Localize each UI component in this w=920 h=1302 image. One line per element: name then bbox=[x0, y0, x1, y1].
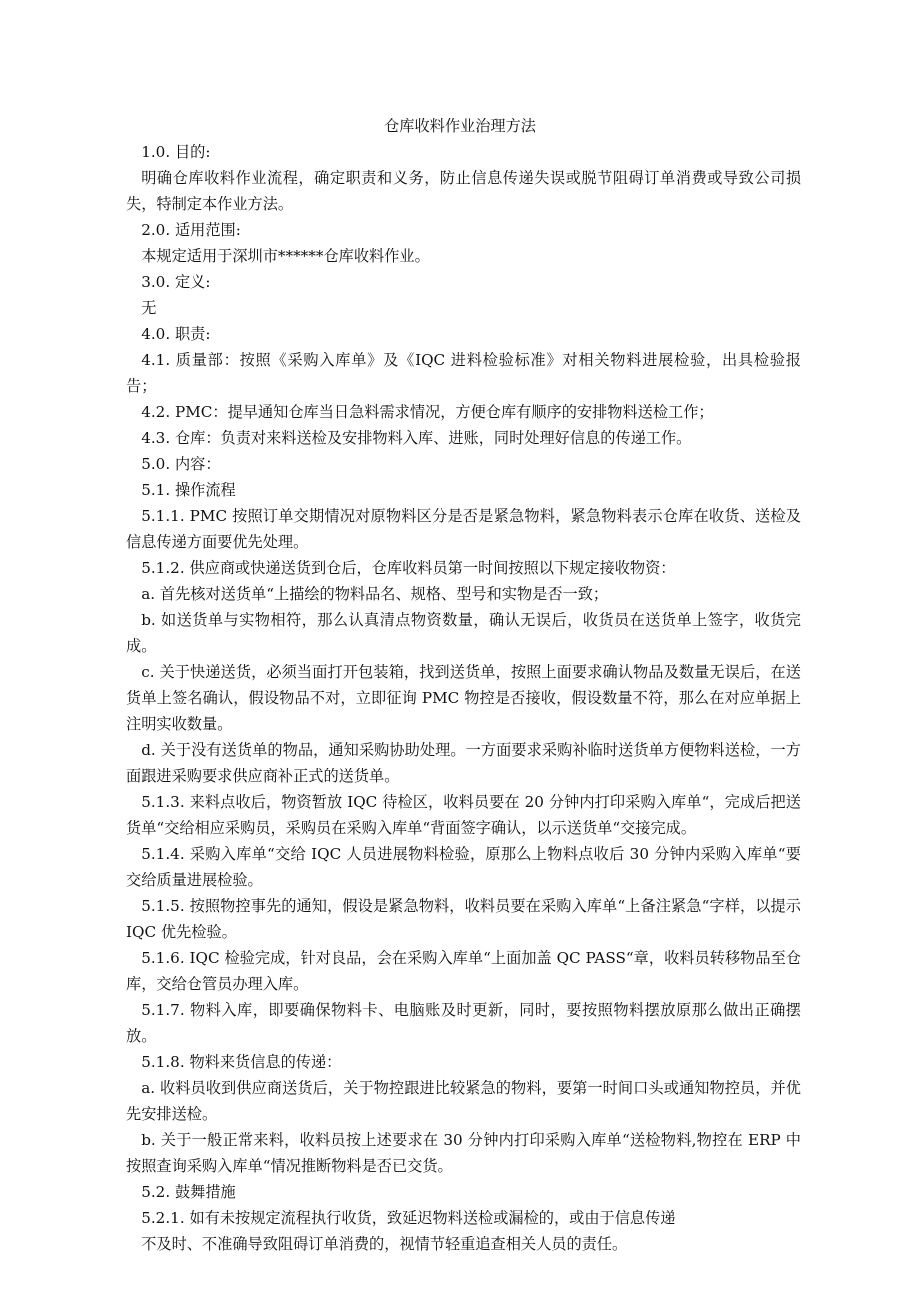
paragraph: 1.0. 目的: bbox=[141, 143, 211, 161]
paragraph: 5.1.7. 物料入库，即要确保物料卡、电脑账及时更新，同时，要按照物料摆放原那么做出正确摆放。 bbox=[126, 1001, 801, 1045]
paragraph: 5.2.1. 如有未按规定流程执行收货，致延迟物料送检或漏检的，或由于信息传递 bbox=[141, 1209, 676, 1227]
paragraph: a. 首先核对送货单“上描绘的物料品名、规格、型号和实物是否一致； bbox=[141, 585, 609, 603]
paragraph: 4.1. 质量部：按照《采购入库单》及《IQC 进料检验标准》对相关物料进展检验，出具检验报告； bbox=[126, 351, 801, 395]
paragraph: 5.1. 操作流程 bbox=[141, 481, 236, 499]
document-body bbox=[126, 139, 801, 1257]
paragraph: 无 bbox=[141, 299, 157, 317]
paragraph: 明确仓库收料作业流程，确定职责和义务，防止信息传递失误或脱节阻碍订单消费或导致公司损失，特制定本作业方法。 bbox=[126, 169, 801, 213]
paragraph: 5.0. 内容： bbox=[141, 455, 221, 473]
paragraph: 5.1.2. 供应商或快递送货到仓后，仓库收料员第一时间按照以下规定接收物资： bbox=[141, 559, 676, 577]
document-title: 仓库收料作业治理方法 bbox=[384, 117, 536, 135]
paragraph: 5.1.8. 物料来货信息的传递： bbox=[141, 1053, 342, 1071]
paragraph: b. 关于一般正常来料，收料员按上述要求在 30 分钟内打印采购入库单“送检物料,物控在 ERP 中按照查询采购入库单“情况推断物料是否已交货。 bbox=[126, 1131, 801, 1175]
paragraph: 5.1.3. 来料点收后，物资暂放 IQC 待检区，收料员要在 20 分钟内打印采购入库单“，完成后把送货单“交给相应采购员，采购员在采购入库单“背面签字确认，以示送货单“交接完成。 bbox=[126, 793, 801, 837]
paragraph: 5.1.1. PMC 按照订单交期情况对原物料区分是否是紧急物料，紧急物料表示仓库在收货、送检及信息传递方面要优先处理。 bbox=[126, 507, 801, 551]
paragraph: 3.0. 定义: bbox=[141, 273, 211, 291]
paragraph: 5.1.4. 采购入库单“交给 IQC 人员进展物料检验，原那么上物料点收后 30 分钟内采购入库单“要交给质量进展检验。 bbox=[126, 845, 801, 889]
paragraph: a. 收料员收到供应商送货后，关于物控跟进比较紧急的物料，要第一时间口头或通知物控员，并优先安排送检。 bbox=[126, 1079, 801, 1123]
paragraph: 5.1.6. IQC 检验完成，针对良品，会在采购入库单“上面加盖 QC PASS“章，收料员转移物品至仓库，交给仓管员办理入库。 bbox=[126, 949, 801, 993]
paragraph: 5.1.5. 按照物控事先的通知，假设是紧急物料，收料员要在采购入库单“上备注紧急“字样，以提示 IQC 优先检验。 bbox=[126, 897, 801, 941]
paragraph: 4.2. PMC：提早通知仓库当日急料需求情况，方便仓库有顺序的安排物料送检工作； bbox=[141, 403, 714, 421]
paragraph: 4.3. 仓库：负责对来料送检及安排物料入库、进账，同时处理好信息的传递工作。 bbox=[141, 429, 692, 447]
paragraph: 5.2. 鼓舞措施 bbox=[141, 1183, 236, 1201]
paragraph: b. 如送货单与实物相符，那么认真清点物资数量，确认无误后，收货员在送货单上签字，收货完成。 bbox=[126, 611, 801, 655]
paragraph: 4.0. 职责: bbox=[141, 325, 211, 343]
paragraph: d. 关于没有送货单的物品，通知采购协助处理。一方面要求采购补临时送货单方便物料送检，一方面跟进采购要求供应商补正式的送货单。 bbox=[126, 741, 801, 785]
paragraph: 2.0. 适用范围: bbox=[141, 221, 241, 239]
paragraph: 本规定适用于深圳市******仓库收料作业。 bbox=[141, 247, 430, 265]
paragraph: c. 关于快递送货，必须当面打开包装箱，找到送货单，按照上面要求确认物品及数量无误后，在送货单上签名确认，假设物品不对，立即征询 PMC 物控是否接收，假设数量不符，那么在对应单据上注明实收数量。 bbox=[126, 663, 801, 733]
paragraph: 不及时、不准确导致阻碍订单消费的，视情节轻重追查相关人员的责任。 bbox=[141, 1235, 628, 1253]
